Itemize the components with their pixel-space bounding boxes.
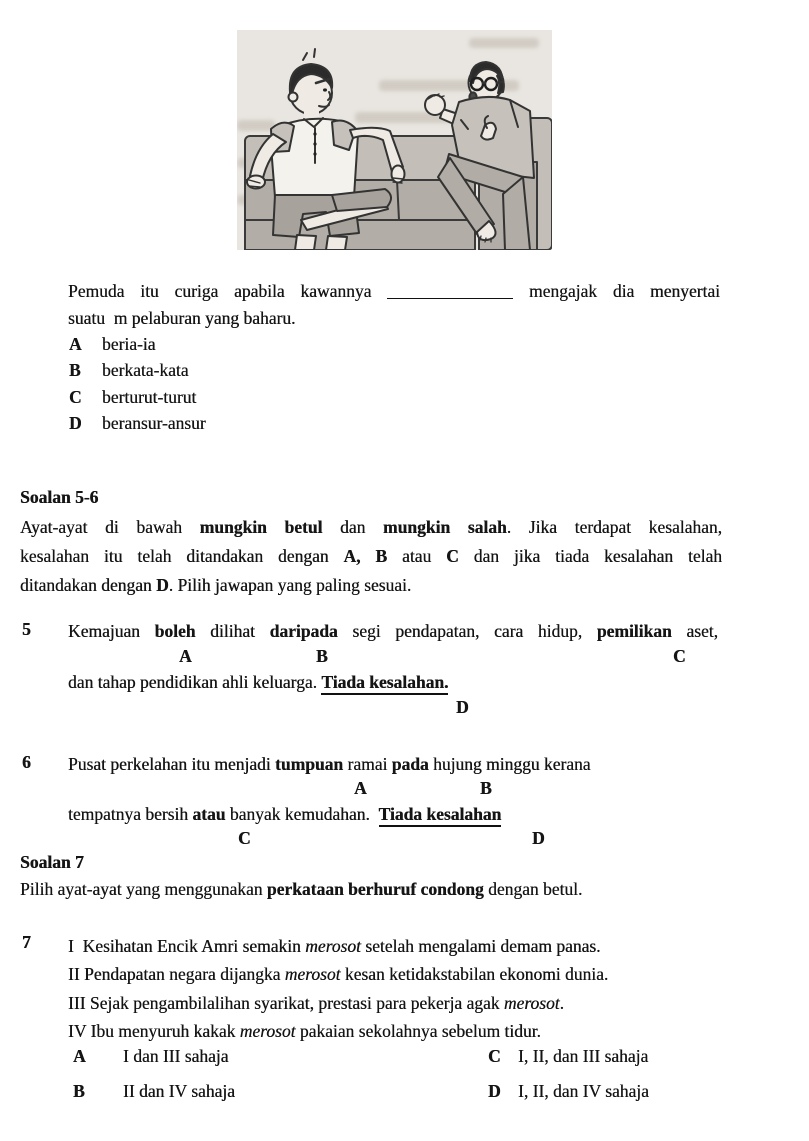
q5-marker-b: B — [316, 646, 328, 666]
q4-option-b-text: berkata-kata — [102, 360, 189, 381]
q6-line2: tempatnya bersih atau banyak kemudahan. Tiada kesalahan — [68, 802, 718, 826]
q6-marker-row-1 — [68, 778, 808, 802]
s7-instruction: Pilih ayat-ayat yang menggunakan perkataan berhuruf condong dengan betul. — [20, 879, 583, 899]
q6-line1: Pusat perkelahan itu menjadi tumpuan ramai pada hujung minggu kerana — [68, 754, 591, 774]
q7-statement-4: IV Ibu menyuruh kakak merosot pakaian sekolahnya sebelum tidur. — [68, 1021, 541, 1042]
q5-marker-d: D — [456, 697, 469, 717]
q5-marker-row-1 — [68, 646, 808, 670]
q7-option-b-letter: B — [73, 1081, 85, 1101]
q4-option-a-text: beria-ia — [102, 334, 156, 354]
q4-option-c-text: berturut-turut — [102, 386, 197, 407]
q5-marker-c: C — [673, 646, 686, 666]
q4-option-d-letter: D — [69, 412, 82, 433]
s56-instruction-line2: kesalahan itu telah ditandakan dengan A, B atau C dan jika tiada kesalahan telah — [20, 546, 722, 566]
q6-marker-row-2 — [68, 828, 808, 852]
q4-option-c — [69, 384, 469, 410]
q5-number: 5 — [22, 619, 31, 639]
q6-marker-c: C — [238, 828, 251, 848]
q6-marker-d: D — [532, 828, 545, 848]
q7-option-d-letter: D — [488, 1081, 501, 1101]
illustration-two-men-couch — [237, 30, 552, 250]
q4-option-b — [69, 357, 469, 383]
q7-options-row-1 — [68, 1044, 808, 1068]
q4-option-b-letter: B — [69, 360, 81, 381]
section-7-heading: Soalan 7 — [20, 852, 84, 872]
q5-marker-a: A — [179, 646, 192, 666]
q6-marker-b: B — [480, 778, 492, 798]
q7-option-c-letter: C — [488, 1046, 501, 1066]
q7-statements — [68, 932, 728, 1046]
q4-stem-line2: suatu m pelaburan yang baharu. — [68, 308, 296, 328]
q7-options-row-2 — [68, 1079, 808, 1103]
q4-option-d-text: beransur-ansur — [102, 412, 206, 433]
q4-option-a — [69, 331, 469, 357]
q6-marker-a: A — [354, 778, 367, 798]
q5-line1: Kemajuan boleh dilihat daripada segi pendapatan, cara hidup, pemilikan aset, — [68, 621, 718, 641]
q7-statement-2: II Pendapatan negara dijangka merosot kesan ketidakstabilan ekonomi dunia. — [68, 964, 609, 985]
q7-option-b-text: II dan IV sahaja — [123, 1081, 235, 1101]
q4-option-a-letter: A — [69, 334, 82, 354]
q6-number: 6 — [22, 752, 31, 772]
q7-option-c-text: I, II, dan III sahaja — [518, 1046, 649, 1066]
section-5-6-heading: Soalan 5-6 — [20, 487, 99, 507]
q5-marker-row-2 — [68, 697, 808, 721]
q7-statement-1: I Kesihatan Encik Amri semakin merosot setelah mengalami demam panas. — [68, 936, 601, 956]
q4-stem-line1: Pemuda itu curiga apabila kawannya mengajak dia menyertai — [68, 281, 720, 301]
q4-option-c-letter: C — [69, 386, 82, 407]
q4-option-d — [69, 410, 469, 436]
couch-scene-drawing — [237, 30, 552, 250]
q7-option-d-text: I, II, dan IV sahaja — [518, 1081, 649, 1101]
q7-option-a-text: I dan III sahaja — [123, 1046, 229, 1066]
q4-options — [69, 331, 469, 436]
q7-number: 7 — [22, 932, 31, 952]
q5-line2: dan tahap pendidikan ahli keluarga. Tiada kesalahan. — [68, 670, 718, 694]
s56-instruction-line3: ditandakan dengan D. Pilih jawapan yang paling sesuai. — [20, 575, 412, 595]
q7-option-a-letter: A — [73, 1046, 86, 1066]
s56-instruction-line1: Ayat-ayat di bawah mungkin betul dan mungkin salah. Jika terdapat kesalahan, — [20, 517, 722, 537]
q7-statement-3: III Sejak pengambilalihan syarikat, prestasi para pekerja agak merosot. — [68, 992, 564, 1013]
